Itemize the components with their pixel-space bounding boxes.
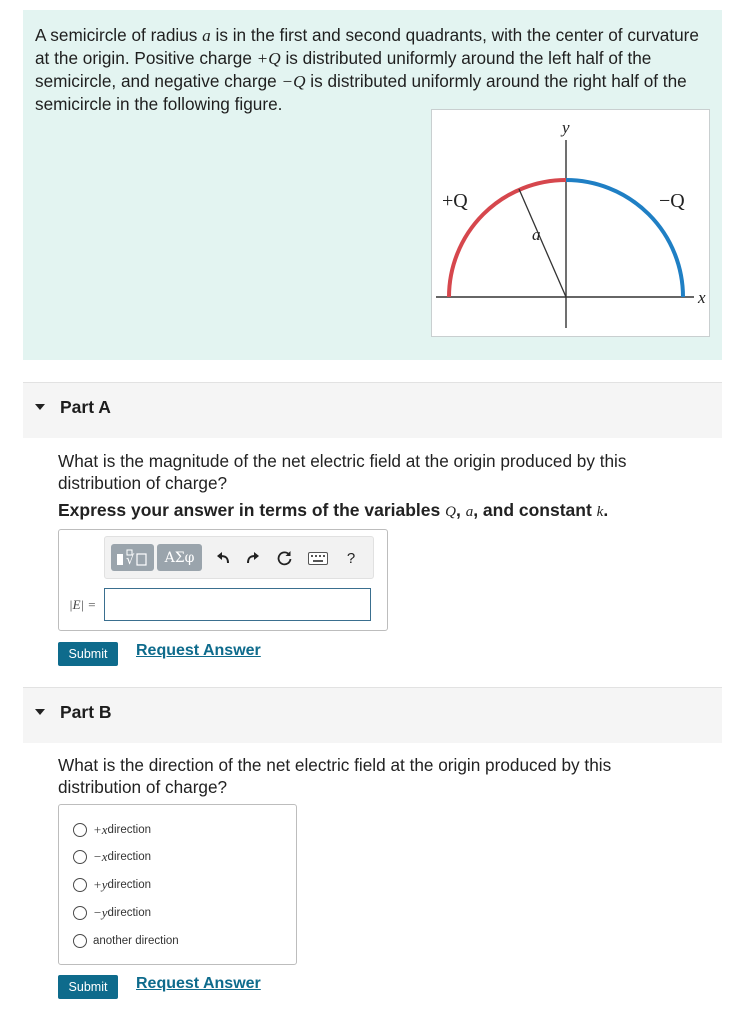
radio-button[interactable] bbox=[73, 850, 87, 864]
semicircle-figure bbox=[431, 109, 710, 337]
part-a-question: What is the magnitude of the net electric field at the origin produced by this distribution of charge? bbox=[58, 451, 627, 493]
option-plus-y[interactable]: +y direction bbox=[73, 877, 151, 893]
option-plus-x[interactable]: +x direction bbox=[73, 822, 151, 838]
reset-icon bbox=[277, 550, 293, 566]
undo-icon bbox=[216, 551, 230, 565]
part-b-request-answer-link[interactable]: Request Answer bbox=[136, 975, 261, 992]
template-button[interactable] bbox=[111, 544, 154, 571]
part-b-title: Part B bbox=[60, 702, 112, 722]
problem-statement bbox=[23, 10, 722, 360]
label-negative-charge: −Q bbox=[659, 190, 685, 212]
math-toolbar bbox=[104, 536, 374, 579]
reset-button[interactable] bbox=[274, 546, 296, 570]
template-icon bbox=[116, 549, 150, 567]
option-another-direction[interactable]: another direction bbox=[73, 933, 179, 949]
radio-button[interactable] bbox=[73, 934, 87, 948]
part-b-submit-button[interactable]: Submit bbox=[58, 975, 118, 999]
label-y-axis: y bbox=[562, 118, 570, 137]
keyboard-button[interactable] bbox=[305, 546, 331, 570]
part-a-instruction: Express your answer in terms of the variables Q, a, and constant k. bbox=[58, 500, 609, 520]
label-radius: a bbox=[532, 225, 541, 244]
svg-text:√: √ bbox=[125, 552, 134, 567]
label-x-axis: x bbox=[698, 288, 706, 307]
answer-input[interactable] bbox=[104, 588, 371, 621]
greek-symbols-button[interactable]: ΑΣφ bbox=[157, 544, 202, 571]
option-minus-y[interactable]: −y direction bbox=[73, 905, 151, 921]
radius-line bbox=[519, 189, 566, 297]
direction-options bbox=[58, 804, 297, 965]
part-a-title: Part A bbox=[60, 397, 111, 417]
semicircle-diagram bbox=[432, 110, 711, 338]
problem-text: A semicircle of radius a is in the first and second quadrants, with the center of curvature at the origin. Positive charge +Q is distributed uniformly around the left half of the semicircle, and negative charge −Q is distributed uniformly around the right half of the semicircle in the following figure. bbox=[35, 25, 699, 114]
collapse-caret-icon[interactable] bbox=[35, 404, 45, 410]
option-minus-x[interactable]: −x direction bbox=[73, 849, 151, 865]
collapse-caret-icon[interactable] bbox=[35, 709, 45, 715]
part-a-submit-button[interactable]: Submit bbox=[58, 642, 118, 666]
help-button[interactable]: ? bbox=[346, 549, 356, 567]
answer-label: |E| = bbox=[69, 597, 97, 612]
redo-icon bbox=[246, 551, 260, 565]
answer-box bbox=[58, 529, 388, 631]
undo-button[interactable] bbox=[212, 546, 234, 570]
part-a-request-answer-link[interactable]: Request Answer bbox=[136, 642, 261, 659]
label-positive-charge: +Q bbox=[442, 190, 468, 212]
radio-button[interactable] bbox=[73, 906, 87, 920]
redo-button[interactable] bbox=[242, 546, 264, 570]
radio-button[interactable] bbox=[73, 878, 87, 892]
part-b-header[interactable] bbox=[23, 687, 722, 743]
part-b-question: What is the direction of the net electric field at the origin produced by this distribution of charge? bbox=[58, 755, 612, 797]
part-a-header[interactable] bbox=[23, 382, 722, 438]
radio-button[interactable] bbox=[73, 823, 87, 837]
keyboard-icon bbox=[308, 552, 328, 565]
